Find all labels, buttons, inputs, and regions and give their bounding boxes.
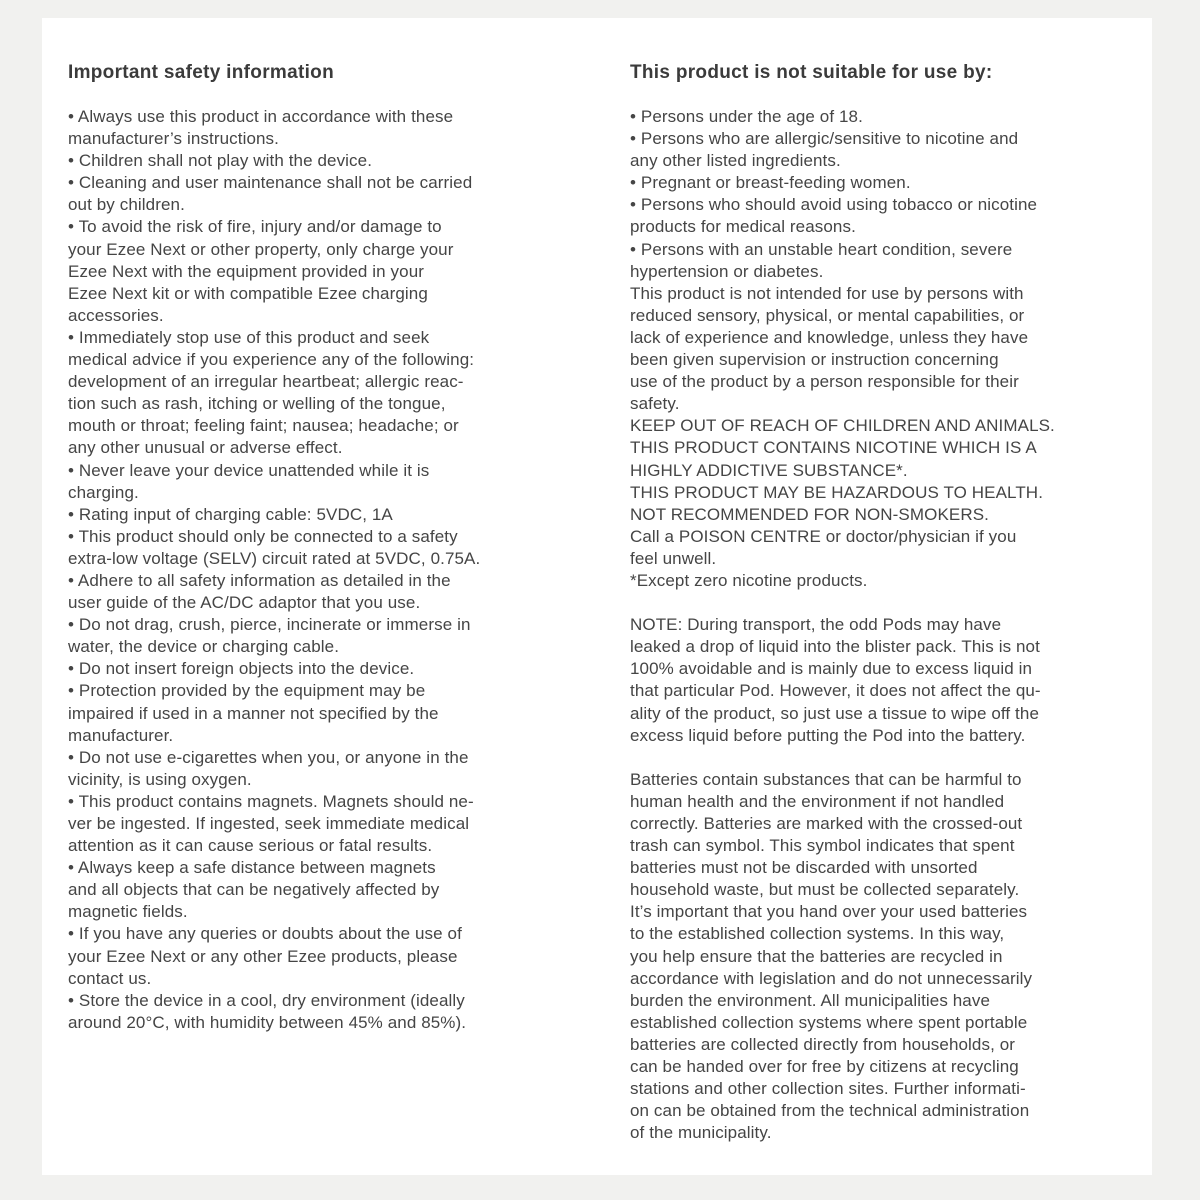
text-line: • Store the device in a cool, dry environment (ideally [68, 990, 465, 1010]
text-line: THIS PRODUCT CONTAINS NICOTINE WHICH IS A [630, 438, 1037, 458]
right-column-heading: This product is not suitable for use by: [630, 62, 993, 83]
text-line: • Do not insert foreign objects into the device. [68, 659, 415, 679]
text-line: leaked a drop of liquid into the blister pack. This is not [630, 637, 1040, 657]
text-line: • Persons who should avoid using tobacco or nicotine [630, 195, 1038, 215]
paragraph [630, 769, 1170, 1145]
left-column-heading: Important safety information [68, 62, 334, 83]
text-line: attention as it can cause serious or fatal results. [68, 836, 433, 856]
text-line: accessories. [68, 305, 164, 325]
paragraph [68, 106, 608, 1034]
text-line: batteries are collected directly from households, or [630, 1034, 1016, 1054]
text-line: • Protection provided by the equipment may be [68, 681, 426, 701]
text-line: • To avoid the risk of fire, injury and/or damage to [68, 217, 442, 237]
text-line: excess liquid before putting the Pod into the battery. [630, 725, 1026, 745]
document-card [42, 18, 1152, 1175]
text-line: • This product contains magnets. Magnets should ne- [68, 791, 474, 811]
text-line: extra-low voltage (SELV) circuit rated at 5VDC, 0.75A. [68, 548, 481, 568]
text-line: water, the device or charging cable. [68, 637, 340, 657]
text-line: and all objects that can be negatively affected by [68, 880, 440, 900]
text-line: • Cleaning and user maintenance shall not be carried [68, 173, 473, 193]
text-line: • Persons who are allergic/sensitive to nicotine and [630, 129, 1019, 149]
text-line: burden the environment. All municipalities have [630, 990, 991, 1010]
text-line: KEEP OUT OF REACH OF CHILDREN AND ANIMALS. [630, 416, 1055, 436]
right-column [630, 61, 1170, 1144]
text-line: charging. [68, 482, 139, 502]
text-line: stations and other collection sites. Further informati- [630, 1079, 1026, 1099]
text-line: manufacturer. [68, 725, 174, 745]
text-line: use of the product by a person responsible for their [630, 372, 1019, 392]
text-line: batteries must not be discarded with unsorted [630, 858, 978, 878]
text-line: Ezee Next with the equipment provided in your [68, 261, 425, 281]
paragraph [630, 614, 1170, 747]
text-line: products for medical reasons. [630, 217, 856, 237]
text-line: • Rating input of charging cable: 5VDC, 1A [68, 504, 393, 524]
text-line: that particular Pod. However, it does not affect the qu- [630, 681, 1041, 701]
text-line: ver be ingested. If ingested, seek immediate medical [68, 814, 470, 833]
text-line: NOT RECOMMENDED FOR NON-SMOKERS. [630, 504, 989, 524]
text-line: been given supervision or instruction concerning [630, 350, 999, 370]
text-line: correctly. Batteries are marked with the crossed-out [630, 814, 1023, 833]
text-line: Call a POISON CENTRE or doctor/physician if you [630, 526, 1017, 546]
text-line: • Adhere to all safety information as detailed in the [68, 570, 451, 590]
text-line: • Always use this product in accordance with these [68, 107, 454, 126]
text-line: • Persons under the age of 18. [630, 107, 863, 126]
text-line: • This product should only be connected to a safety [68, 526, 458, 546]
text-line: • Do not drag, crush, pierce, incinerate or immerse in [68, 615, 471, 635]
text-line: ality of the product, so just use a tissue to wipe off the [630, 703, 1039, 723]
text-line: Ezee Next kit or with compatible Ezee charging [68, 283, 428, 303]
text-line: development of an irregular heartbeat; allergic reac- [68, 372, 464, 392]
text-line: your Ezee Next or other property, only charge your [68, 239, 454, 259]
text-line: user guide of the AC/DC adaptor that you use. [68, 593, 421, 613]
text-line: This product is not intended for use by persons with [630, 283, 1024, 303]
text-line: medical advice if you experience any of the following: [68, 350, 475, 370]
text-line: out by children. [68, 195, 185, 215]
paragraph [630, 106, 1170, 592]
right-column-body [630, 106, 1170, 1144]
text-line: any other unusual or adverse effect. [68, 438, 343, 458]
text-line: • If you have any queries or doubts about the use of [68, 924, 462, 944]
text-line: household waste, but must be collected separately. [630, 880, 1020, 900]
text-line: lack of experience and knowledge, unless they have [630, 327, 1029, 347]
text-line: impaired if used in a manner not specified by the [68, 703, 439, 723]
text-line: trash can symbol. This symbol indicates that spent [630, 836, 1015, 856]
left-column [68, 61, 608, 1034]
text-line: • Do not use e-cigarettes when you, or anyone in the [68, 747, 469, 767]
text-line: human health and the environment if not handled [630, 791, 1005, 811]
text-line: around 20°C, with humidity between 45% and 85%). [68, 1012, 467, 1032]
text-line: • Pregnant or breast-feeding women. [630, 173, 911, 193]
text-line: THIS PRODUCT MAY BE HAZARDOUS TO HEALTH. [630, 482, 1044, 502]
text-line: your Ezee Next or any other Ezee products, please [68, 946, 458, 966]
text-line: feel unwell. [630, 548, 717, 568]
text-line: established collection systems where spent portable [630, 1012, 1028, 1032]
text-line: tion such as rash, itching or welling of the tongue, [68, 394, 446, 414]
text-line: • Children shall not play with the device. [68, 151, 373, 171]
text-line: • Immediately stop use of this product and seek [68, 327, 430, 347]
text-line: hypertension or diabetes. [630, 261, 824, 281]
text-line: mouth or throat; feeling faint; nausea; headache; or [68, 416, 459, 436]
text-line: NOTE: During transport, the odd Pods may have [630, 615, 1002, 635]
text-line: can be handed over for free by citizens at recycling [630, 1057, 1019, 1077]
text-line: • Persons with an unstable heart condition, severe [630, 239, 1013, 259]
text-line: *Except zero nicotine products. [630, 570, 868, 590]
text-line: to the established collection systems. In this way, [630, 924, 1005, 944]
text-line: 100% avoidable and is mainly due to excess liquid in [630, 659, 1033, 679]
text-line: magnetic fields. [68, 902, 188, 922]
text-line: reduced sensory, physical, or mental capabilities, or [630, 305, 1025, 325]
text-line: accordance with legislation and do not unnecessarily [630, 968, 1033, 988]
text-line: contact us. [68, 968, 152, 988]
text-line: you help ensure that the batteries are recycled in [630, 946, 1003, 966]
text-line: on can be obtained from the technical administration [630, 1101, 1030, 1121]
text-line: HIGHLY ADDICTIVE SUBSTANCE*. [630, 460, 908, 480]
text-line: • Never leave your device unattended while it is [68, 460, 430, 480]
text-line: safety. [630, 394, 680, 414]
text-line: vicinity, is using oxygen. [68, 769, 252, 789]
left-column-body [68, 106, 608, 1034]
text-line: of the municipality. [630, 1123, 772, 1143]
text-line: Batteries contain substances that can be harmful to [630, 769, 1022, 789]
text-line: any other listed ingredients. [630, 151, 841, 171]
text-line: • Always keep a safe distance between magnets [68, 858, 436, 878]
text-line: It’s important that you hand over your used batteries [630, 902, 1028, 922]
text-line: manufacturer’s instructions. [68, 129, 279, 149]
